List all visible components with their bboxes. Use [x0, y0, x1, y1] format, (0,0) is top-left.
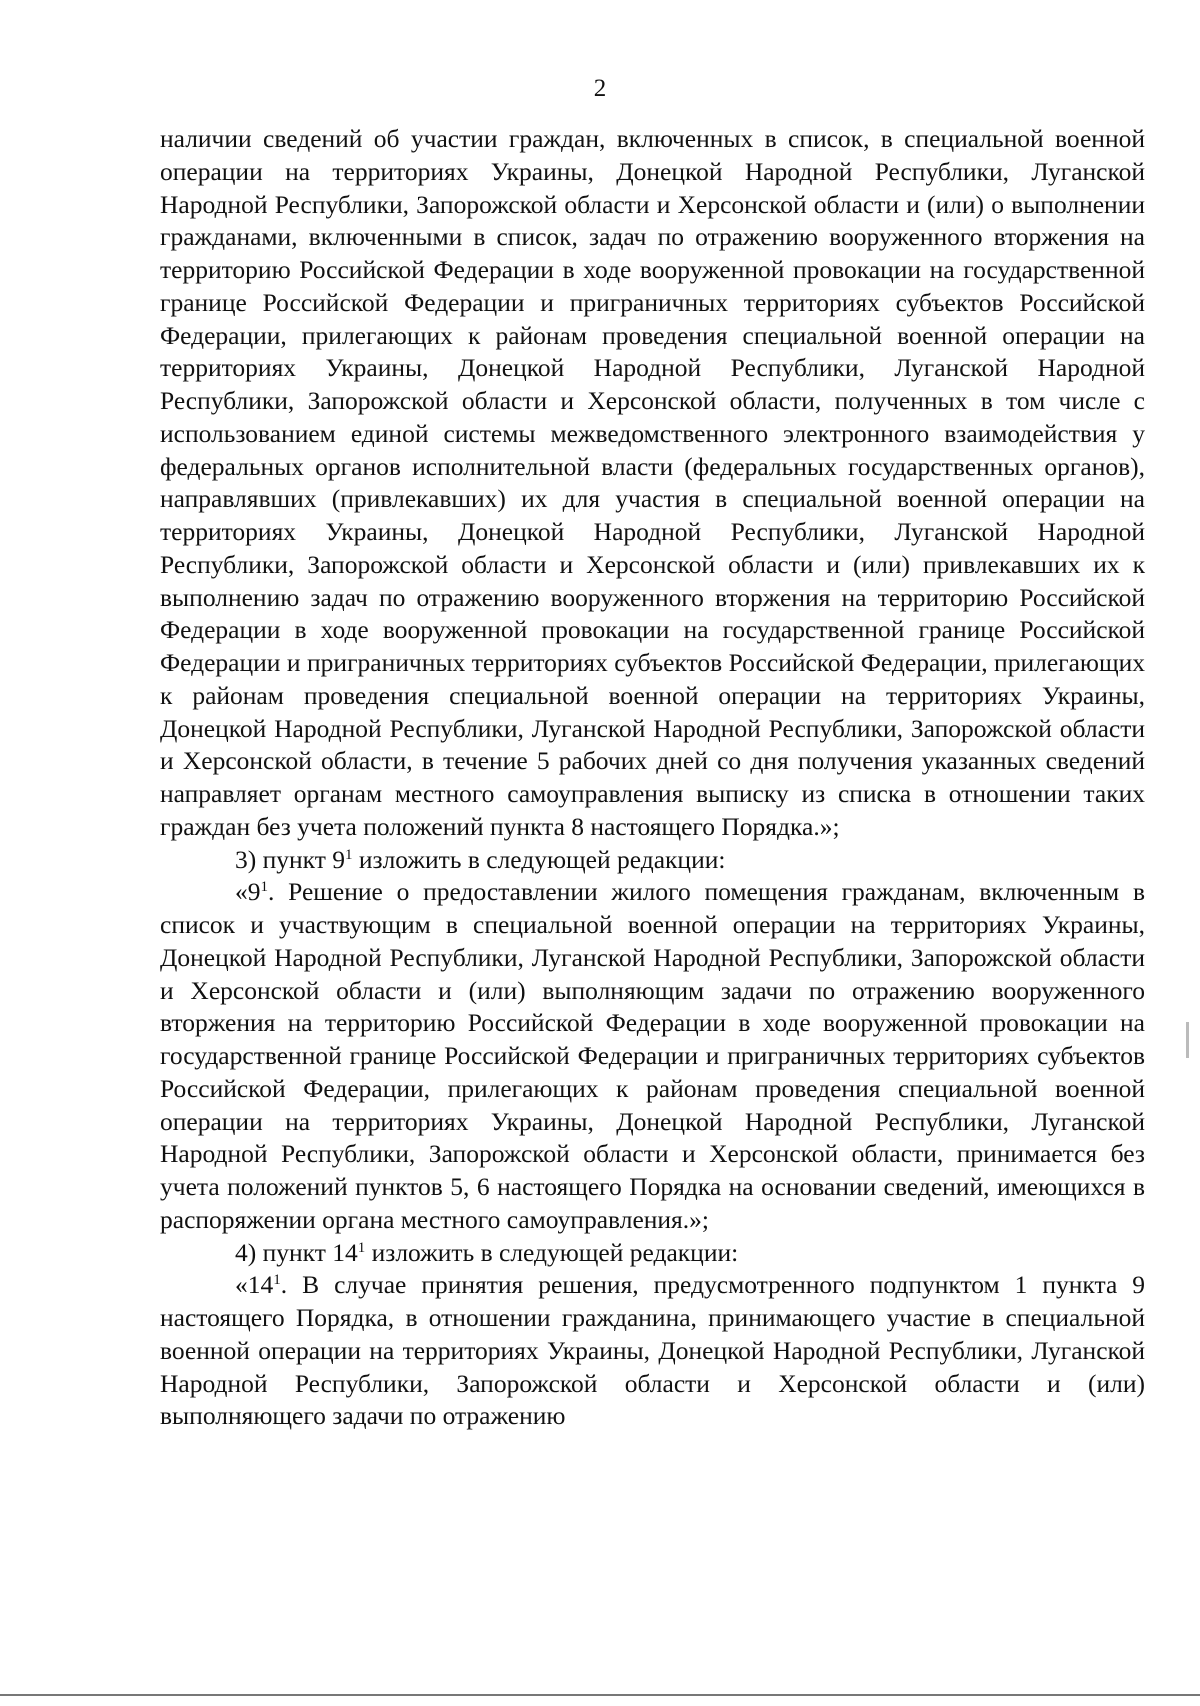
point-14-1-text-after: . В случае принятия решения, предусмотренного подпунктом 1 пункта 9 настоящего Порядка, в отношении гражданина, принимающего участие в специальной военной операции на территориях Украины, Донецкой Народной Республики, Луганской Народной Республики, Запорожской области и Херсонской области и (или) выполняющего задачи по отражению	[160, 1270, 1145, 1431]
point-9-1-superscript: 1	[260, 879, 268, 896]
item-4-superscript: 1	[357, 1239, 366, 1256]
item-3-superscript: 1	[344, 846, 353, 863]
item-3-text-after: изложить в следующей редакции:	[352, 844, 726, 874]
point-14-1-text-before: «14	[235, 1270, 274, 1300]
document-body	[160, 123, 1145, 1433]
paragraph-continuation: наличии сведений об участии граждан, включенных в список, в специальной военной операции на территориях Украины, Донецкой Народной Республики, Луганской Народной Республики, Запорожской области и Херсонской области и (или) о выполнении гражданами, включенными в список, задач по отражению вооруженного вторжения на территорию Российской Федерации в ходе вооруженной провокации на государственной границе Российской Федерации и приграничных территориях субъектов Российской Федерации, прилегающих к районам проведения специальной военной операции на территориях Украины, Донецкой Народной Республики, Луганской Народной Республики, Запорожской области и Херсонской области, полученных в том числе с использованием единой системы межведомственного электронного взаимодействия у федеральных органов исполнительной власти (федеральных государственных органов), направлявших (привлекавших) их для участия в специальной военной операции на территориях Украины, Донецкой Народной Республики, Луганской Народной Республики, Запорожской области и Херсонской области и (или) привлекавших их к выполнению задач по отражению вооруженного вторжения на территорию Российской Федерации в ходе вооруженной провокации на государственной границе Российской Федерации и приграничных территориях субъектов Российской Федерации, прилегающих к районам проведения специальной военной операции на территориях Украины, Донецкой Народной Республики, Луганской Народной Республики, Запорожской области и Херсонской области, в течение 5 рабочих дней со дня получения указанных сведений направляет органам местного самоуправления выписку из списка в отношении таких граждан без учета положений пункта 8 настоящего Порядка.»;	[160, 124, 1145, 841]
point-9-1-text-after: . Решение о предоставлении жилого помещения гражданам, включенным в список и участвующим в специальной военной операции на территориях Украины, Донецкой Народной Республики, Луганской Народной Республики, Запорожской области и Херсонской области и (или) выполняющим задачи по отражению вооруженного вторжения на территорию Российской Федерации в ходе вооруженной провокации на государственной границе Российской Федерации и приграничных территориях субъектов Российской Федерации, прилегающих к районам проведения специальной военной операции на территориях Украины, Донецкой Народной Республики, Луганской Народной Республики, Запорожской области и Херсонской области, принимается без учета положений пунктов 5, 6 настоящего Порядка на основании сведений, имеющихся в распоряжении органа местного самоуправления.»;	[160, 877, 1145, 1234]
scan-artifact-mark	[1186, 1022, 1189, 1058]
item-4-text-after: изложить в следующей редакции:	[365, 1237, 739, 1267]
point-9-1-text-before: «9	[235, 877, 261, 907]
item-3-text-before: 3) пункт 9	[235, 844, 345, 874]
bottom-scan-edge	[0, 1694, 1200, 1696]
point-14-1-superscript: 1	[273, 1272, 281, 1289]
page-number: 2	[593, 75, 607, 102]
paragraph-item-4	[160, 1237, 1145, 1270]
paragraph-point-9-1	[160, 876, 1145, 1236]
paragraph-point-14-1	[160, 1269, 1145, 1433]
item-4-text-before: 4) пункт 14	[235, 1237, 358, 1267]
paragraph-item-3	[160, 844, 1145, 877]
